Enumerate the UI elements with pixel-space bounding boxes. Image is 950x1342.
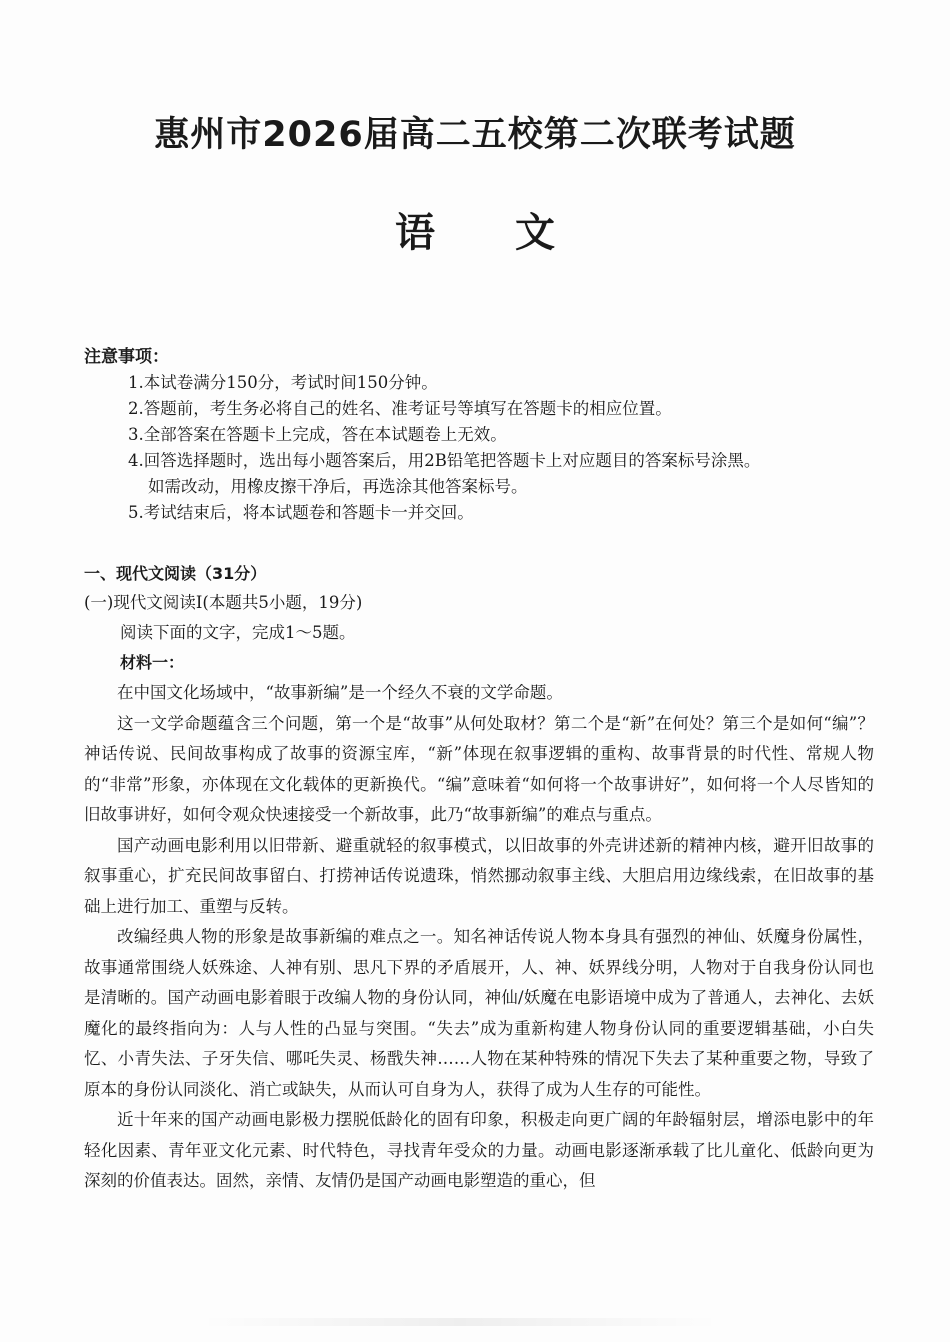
section-heading: 一、现代文阅读（31分） bbox=[84, 564, 267, 583]
material-label: 材料一： bbox=[120, 653, 185, 672]
reading-instruction: 阅读下面的文字，完成1～5题。 bbox=[120, 623, 356, 642]
notice-list bbox=[84, 370, 874, 526]
passage-paragraph: 国产动画电影利用以旧带新、避重就轻的叙事模式，以旧故事的外壳讲述新的精神内核，避开旧故事的叙事重心，扩充民间故事留白、打捞神话传说遗珠，悄然挪动叙事主线、大胆启用边缘线索，在旧故事的基础上进行加工、重塑与反转。 bbox=[84, 835, 874, 916]
passage-paragraph: 近十年来的国产动画电影极力摆脱低龄化的固有印象，积极走向更广阔的年龄辐射层，增添电影中的年轻化因素、青年亚文化元素、时代特色，寻找青年受众的力量。动画电影逐渐承载了比儿童化、低龄向更为深刻的价值表达。固然，亲情、友情仍是国产动画电影塑造的重心，但 bbox=[84, 1110, 874, 1190]
notice-item: 2.答题前，考生务必将自己的姓名、准考证号等填写在答题卡的相应位置。 bbox=[128, 399, 672, 418]
passage-paragraph: 这一文学命题蕴含三个问题，第一个是“故事”从何处取材？第二个是“新”在何处？第三个是如何“编”？神话传说、民间故事构成了故事的资源宝库，“新”体现在叙事逻辑的重构、故事背景的时代性、常规人物的“非常”形象，亦体现在文化载体的更新换代。“编”意味着“如何将一个故事讲好”，如何将一个人尽皆知的旧故事讲好，如何令观众快速接受一个新故事，此乃“故事新编”的难点与重点。 bbox=[84, 713, 874, 824]
notice-heading: 注意事项： bbox=[84, 347, 169, 367]
notice-item: 5.考试结束后，将本试题卷和答题卡一并交回。 bbox=[128, 503, 474, 522]
notice-item: 3.全部答案在答题卡上完成，答在本试题卷上无效。 bbox=[128, 425, 507, 444]
exam-title: 惠州市2026届高二五校第二次联考试题 bbox=[154, 115, 796, 155]
subject-title: 语文 bbox=[395, 210, 635, 256]
notice-item: 4.回答选择题时，选出每小题答案后，用2B铅笔把答题卡上对应题目的答案标号涂黑。 bbox=[128, 451, 761, 470]
scan-artifact bbox=[200, 1318, 720, 1326]
passage-paragraph: 在中国文化场域中，“故事新编”是一个经久不衰的文学命题。 bbox=[117, 683, 563, 702]
exam-content bbox=[84, 344, 874, 1197]
subsection-heading: (一)现代文阅读Ⅰ(本题共5小题，19分) bbox=[84, 593, 363, 612]
notice-item: 1.本试卷满分150分，考试时间150分钟。 bbox=[128, 373, 438, 392]
passage-paragraph: 改编经典人物的形象是故事新编的难点之一。知名神话传说人物本身具有强烈的神仙、妖魔身份属性，故事通常围绕人妖殊途、人神有别、思凡下界的矛盾展开，人、神、妖界线分明，人物对于自我身份认同也是清晰的。国产动画电影着眼于改编人物的身份认同，神仙/妖魔在电影语境中成为了普通人，去神化、去妖魔化的最终指向为：人与人性的凸显与突围。“失去”成为重新构建人物身份认同的重要逻辑基础，小白失忆、小青失法、子牙失信、哪吒失灵、杨戬失神……人物在某种特殊的情况下失去了某种重要之物，导致了原本的身份认同淡化、消亡或缺失，从而认可自身为人，获得了成为人生存的可能性。 bbox=[84, 927, 874, 1099]
notice-item-continuation: 如需改动，用橡皮擦干净后，再选涂其他答案标号。 bbox=[148, 477, 528, 496]
